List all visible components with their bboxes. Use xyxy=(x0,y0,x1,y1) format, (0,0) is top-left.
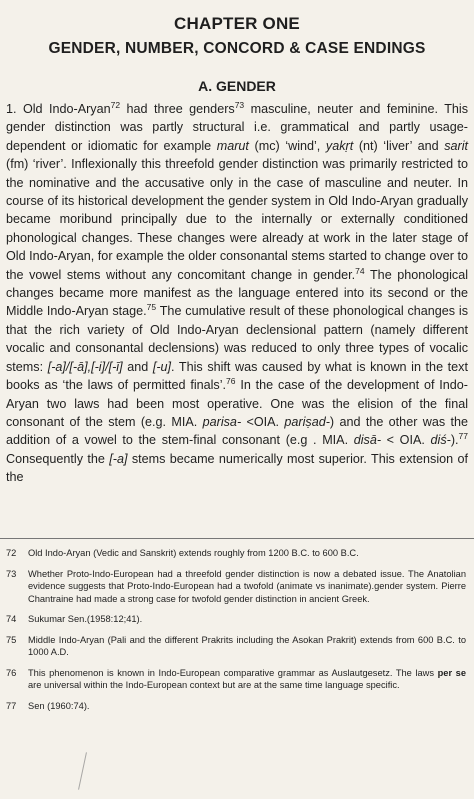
footnote-ref-72: 72 xyxy=(110,100,121,110)
footnote-77 xyxy=(6,700,466,713)
text-run: The cumulative result of these phonological changes is that the rich variety of Old Indo-Aryan declensional pattern (namely different vocalic and consonantal declensions) was reduced to only three types of vocalic stems: xyxy=(6,304,468,374)
footnote-emphasis: per se xyxy=(437,667,466,678)
text-run: and xyxy=(122,359,153,374)
footnote-number: 76 xyxy=(6,667,17,678)
term-yakrt: yakṛt xyxy=(325,138,354,153)
footnote-text xyxy=(28,667,466,692)
term-a-stem: [-a] xyxy=(109,451,128,466)
footnote-ref-76: 76 xyxy=(226,376,236,387)
footnote-number: 73 xyxy=(6,568,17,579)
section-heading: A. GENDER xyxy=(198,78,276,94)
footnote-ref-77: 77 xyxy=(458,431,468,442)
text-run: 1. Old Indo-Aryan xyxy=(6,102,111,116)
text-run: Consequently the xyxy=(6,451,110,466)
term-marut: marut xyxy=(216,138,249,153)
footnote-74 xyxy=(6,613,466,626)
text-run: ) and the other was the addition of a vowel to the stem-final consonant (e.g . MIA. xyxy=(6,414,469,448)
text-run: <OIA. xyxy=(241,414,285,429)
chapter-heading: CHAPTER ONE xyxy=(174,14,300,33)
footnotes xyxy=(6,547,466,720)
text-run: (nt) ‘liver’ and xyxy=(353,138,445,153)
term-disa: disā- xyxy=(353,433,382,448)
footnote-number: 77 xyxy=(6,700,17,711)
term-parisa: parisa- xyxy=(202,414,242,429)
text-run: The phonological changes became more manifest as the language entered into its second or the Middle Indo-Aryan stage. xyxy=(6,267,468,319)
footnote-76 xyxy=(6,667,466,692)
term-parisad: pariṣad- xyxy=(284,414,330,429)
chapter-title: GENDER, NUMBER, CONCORD & CASE ENDINGS xyxy=(48,40,426,57)
term-u-stem: [-u] xyxy=(152,359,172,374)
footnote-number: 72 xyxy=(6,548,17,558)
footnote-ref-74: 74 xyxy=(355,265,365,276)
footnote-ref-75: 75 xyxy=(146,302,157,313)
text-run: (fm) ‘river’. Inflexionally this threefold gender distinction was primarily restricted to the nominative and the accusative only in the case of masculine and neuter. In course of its historical development the gender system in Old Indo-Aryan gradually became moribund principally due to the internally or externally conditioned phonological changes. These changes were already at work in the later stage of Old Indo-Aryan, for example the older consonantal stems started to change over to the vowel stems without any concomitant change in gender. xyxy=(6,157,468,282)
text-run: < OIA. xyxy=(381,433,431,448)
text-run: . This shift was caused by what is known in the text books as ‘the laws of permitted finals’. xyxy=(6,359,468,393)
footnote-number: 75 xyxy=(6,634,17,645)
footnote-divider xyxy=(0,538,474,539)
footnote-text: Middle Indo-Aryan (Pali and the different Prakrits including the Asokan Prakrit) extends from 600 B.C. to 1000 A.D. xyxy=(28,634,466,657)
text-run: had three genders xyxy=(120,102,235,116)
footnote-text: Old Indo-Aryan (Vedic and Sanskrit) extends roughly from 1200 B.C. to 600 B.C. xyxy=(28,548,359,558)
footnote-72 xyxy=(6,547,466,560)
term-dis: diś- xyxy=(430,433,451,448)
footnote-text: Whether Proto-Indo-European had a threefold gender distinction is now a debated issue. The Anatolian evidence suggests that Proto-Indo-European had a twofold (animate vs inanimate).gender system. Pierre Chantraine had made a strong case for twofold gender distinction in ancient Greek. xyxy=(28,568,466,604)
text-run: masculine, neuter and feminine. This gender distinction was partly structural i.e. grammatical and partly usage-dependent or idiomatic for example xyxy=(6,102,469,153)
footnote-text-run: This phenomenon is known in Indo-European comparative grammar as Auslautgesetz. The laws xyxy=(28,667,438,678)
footnote-text: Sukumar Sen.(1958:12;41). xyxy=(28,614,143,624)
footnote-ref-73: 73 xyxy=(234,100,245,110)
text-run: ). xyxy=(450,433,459,448)
footnote-73 xyxy=(6,568,466,606)
text-run: stems became numerically most superior. This extension of the xyxy=(6,451,468,485)
footnote-text-run: are universal within the Indo-European context but are at the same time language specific. xyxy=(28,680,400,690)
term-sarit: sarit xyxy=(444,138,469,153)
footnote-text: Sen (1960:74). xyxy=(28,700,90,711)
footnote-number: 74 xyxy=(6,614,17,624)
text-run: In the case of the development of Indo-Aryan two laws had been most operative. One was the elision of the final consonant of the stem (e.g. MIA. xyxy=(6,378,468,429)
term-vocalic-stems: [-a]/[-ā],[-i]/[-ī] xyxy=(47,359,123,374)
body-paragraph xyxy=(6,100,468,487)
paragraph-1 xyxy=(6,100,468,487)
pencil-mark xyxy=(78,752,87,789)
footnote-75 xyxy=(6,634,466,659)
text-run: (mc) ‘wind’, xyxy=(248,138,326,153)
